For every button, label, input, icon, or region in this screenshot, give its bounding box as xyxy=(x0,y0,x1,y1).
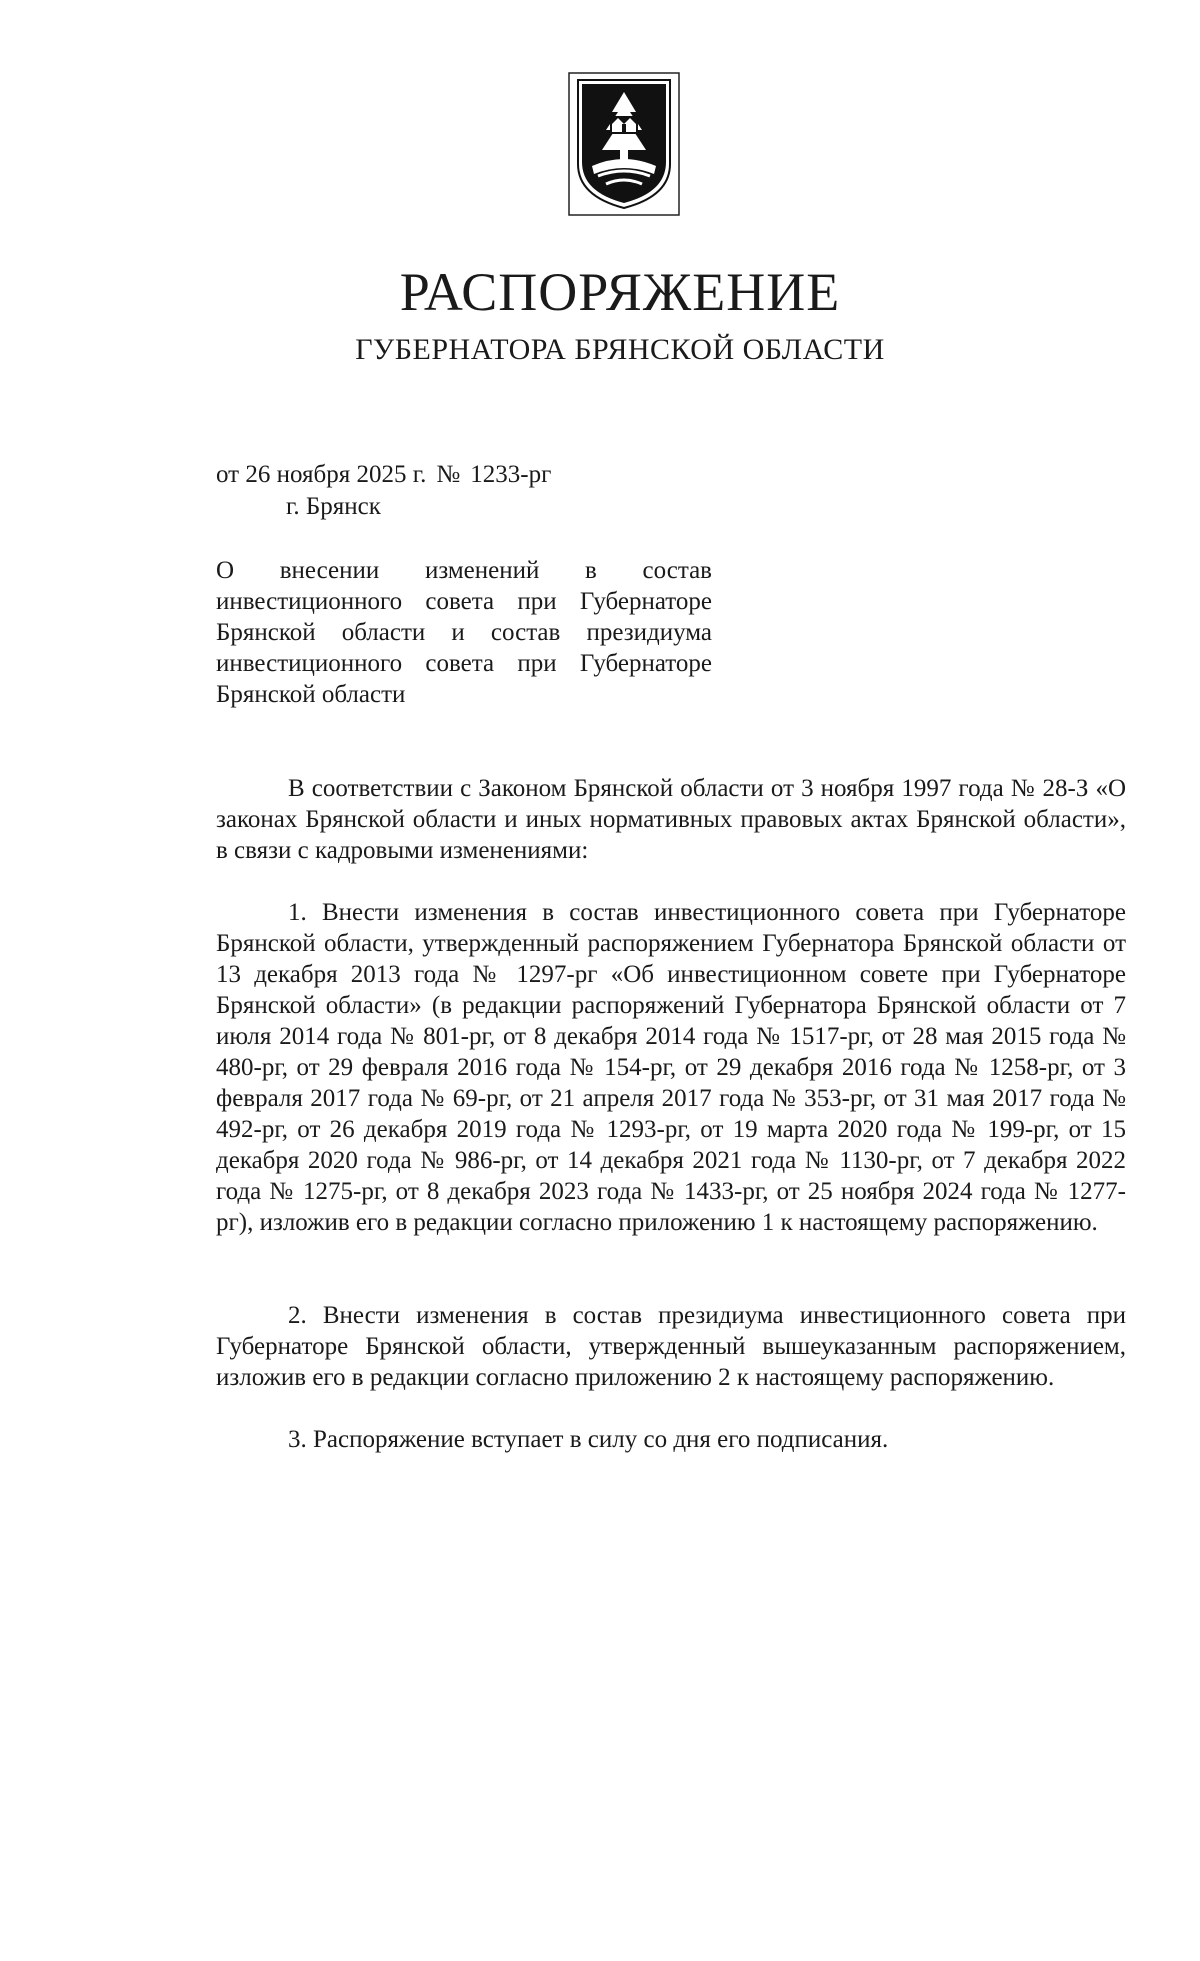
body-item-2: 2. Внести изменения в состав президиума инвестиционного совета при Губернаторе Брянской области, утвержденный вышеуказанным распоряжением, изложив его в редакции согласно приложению 2 к настоящему распоряжению. xyxy=(216,1302,1126,1391)
body-item-1: 1. Внести изменения в состав инвестиционного совета при Губернаторе Брянской области, утвержденный распоряжением Губернатора Брянской области от 13 декабря 2013 года № 1297-рг «Об инвестиционном совете при Губернаторе Брянской области» (в редакции распоряжений Губернатора Брянской области от 7 июля 2014 года № 801-рг, от 8 декабря 2014 года № 1517-рг, от 28 мая 2015 года № 480-рг, от 29 февраля 2016 года № 154-рг, от 29 декабря 2016 года № 1258-рг, от 3 февраля 2017 года № 69-рг, от 21 апреля 2017 года № 353-рг, от 31 мая 2017 года № 492-рг, от 26 декабря 2019 года № 1293-рг, от 19 марта 2020 года № 199-рг, от 15 декабря 2020 года № 986-рг, от 14 декабря 2021 года № 1130-рг, от 7 декабря 2022 года № 1275-рг, от 8 декабря 2023 года № 1433-рг, от 25 ноября 2024 года № 1277-рг), изложив его в редакции согласно приложению 1 к настоящему распоряжению. xyxy=(216,899,1126,1236)
document-city: г. Брянск xyxy=(286,493,381,520)
document-subtitle: ГУБЕРНАТОРА БРЯНСКОЙ ОБЛАСТИ xyxy=(355,333,885,366)
document-subject: О внесении изменений в состав инвестиционного совета при Губернаторе Брянской области и состав президиума инвестиционного совета при Губернаторе Брянской области xyxy=(216,557,712,708)
body-intro-paragraph: В соответствии с Законом Брянской области от 3 ноября 1997 года № 28-З «О законах Брянской области и иных нормативных правовых актах Брянской области», в связи с кадровыми изменениями: xyxy=(216,775,1126,864)
number-sign: № xyxy=(436,461,461,488)
document-number: 1233-рг xyxy=(470,461,552,488)
document-date: от 26 ноября 2025 г. xyxy=(216,461,427,488)
document-title: РАСПОРЯЖЕНИЕ xyxy=(399,262,841,322)
document-date-number xyxy=(216,460,551,490)
bryansk-coat-of-arms-icon xyxy=(568,72,680,216)
body-item-3: 3. Распоряжение вступает в силу со дня его подписания. xyxy=(288,1426,889,1453)
